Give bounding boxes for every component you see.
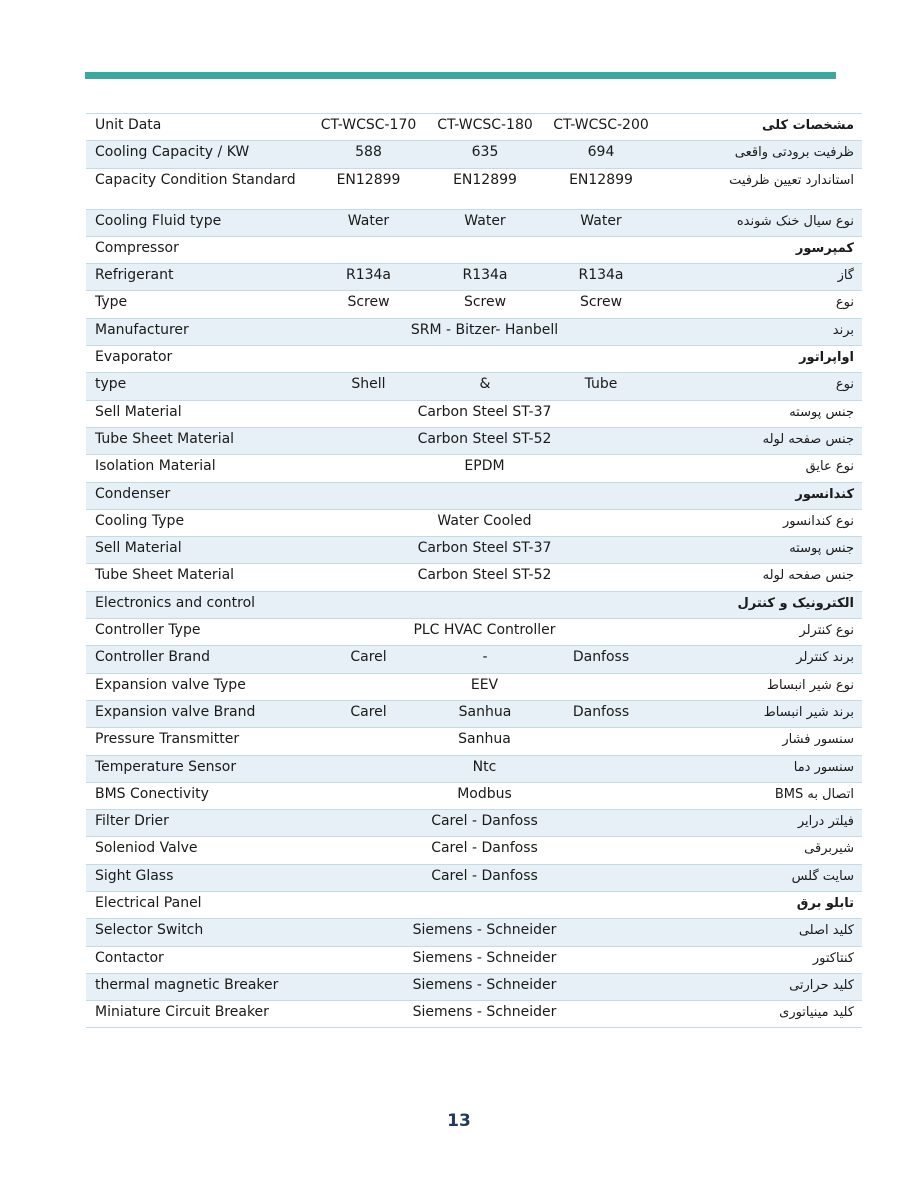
persian-label: گاز — [837, 268, 854, 284]
english-label: Temperature Sensor — [95, 758, 237, 775]
english-label: Unit Data — [95, 117, 162, 133]
value-model-3: Danfoss — [572, 649, 630, 666]
persian-label: مشخصات کلی — [762, 118, 854, 133]
persian-label: جنس پوسته — [789, 404, 854, 420]
value-model-3: EN12899 — [569, 171, 633, 188]
value-model-3: Danfoss — [572, 703, 630, 720]
value-model-1: R134a — [345, 267, 392, 284]
value-all-models: Siemens - Schneider — [412, 922, 557, 939]
table-row — [86, 645, 862, 672]
persian-label: سنسور فشار — [782, 732, 854, 748]
persian-label: نوع کنترلر — [799, 623, 854, 639]
value-all-models: Sanhua — [458, 731, 511, 748]
persian-label: شیربرقی — [804, 841, 854, 857]
value-model-2: CT-WCSC-180 — [437, 117, 533, 133]
english-label: Condenser — [95, 485, 171, 502]
page-number: 13 — [447, 1111, 471, 1131]
english-label: Contactor — [95, 949, 164, 966]
value-model-3: Tube — [584, 376, 618, 393]
persian-label: نوع عایق — [805, 459, 854, 475]
persian-label: کلید مینیاتوری — [779, 1005, 854, 1021]
value-all-models: Carbon Steel ST-52 — [417, 430, 552, 447]
table-row — [86, 290, 862, 317]
table-row — [86, 140, 862, 167]
value-all-models: SRM - Bitzer- Hanbell — [410, 321, 559, 338]
value-all-models: EPDM — [464, 458, 505, 475]
table-row — [86, 918, 862, 945]
value-all-models: Carel - Danfoss — [431, 840, 538, 857]
persian-label: سایت گلس — [791, 868, 854, 884]
section-row — [86, 591, 862, 618]
section-row — [86, 345, 862, 372]
value-model-2: Water — [464, 212, 506, 229]
table-row — [86, 700, 862, 727]
value-model-1: EN12899 — [336, 171, 401, 188]
persian-label: برند — [832, 322, 854, 338]
persian-label: برند شیر انبساط — [763, 704, 854, 720]
table-row — [86, 973, 862, 1000]
value-all-models: Siemens - Schneider — [412, 1004, 557, 1021]
section-row — [86, 113, 862, 140]
persian-label: نوع — [835, 377, 854, 393]
table-row — [86, 563, 862, 590]
persian-label: سنسور دما — [793, 759, 854, 775]
table-row — [86, 618, 862, 645]
persian-label: جنس پوسته — [789, 541, 854, 557]
value-model-2: 635 — [471, 144, 499, 161]
value-model-2: EN12899 — [453, 171, 517, 188]
persian-label: کلید اصلی — [798, 923, 854, 939]
english-label: Sell Material — [95, 403, 182, 420]
section-row — [86, 891, 862, 918]
table-row — [86, 509, 862, 536]
value-model-2: & — [479, 376, 491, 393]
value-all-models: Ntc — [472, 758, 497, 775]
value-model-2: - — [482, 649, 488, 666]
value-model-1: Shell — [351, 376, 386, 393]
persian-label: نوع شیر انبساط — [766, 677, 854, 693]
value-all-models: Modbus — [457, 785, 512, 802]
value-all-models: Water Cooled — [437, 512, 532, 529]
table-row — [86, 1000, 862, 1027]
table-row — [86, 454, 862, 481]
table-row — [86, 168, 862, 209]
english-label: Type — [95, 294, 128, 311]
table-row — [86, 673, 862, 700]
value-all-models: PLC HVAC Controller — [413, 622, 556, 639]
value-model-1: CT-WCSC-170 — [320, 117, 417, 133]
persian-label: فیلتر درایر — [797, 814, 854, 830]
value-model-1: Screw — [347, 294, 390, 311]
section-row — [86, 236, 862, 263]
value-model-3: R134a — [578, 267, 624, 284]
value-model-1: Carel — [350, 649, 387, 666]
persian-label: نوع سیال خنک شونده — [736, 213, 854, 229]
persian-label: الکترونیک و کنترل — [737, 595, 854, 611]
table-row — [86, 755, 862, 782]
english-label: Compressor — [95, 239, 179, 256]
value-model-3: Screw — [579, 294, 623, 311]
table-row — [86, 427, 862, 454]
english-label: Cooling Type — [95, 512, 185, 529]
table-row — [86, 946, 862, 973]
section-row — [86, 482, 862, 509]
spec-table — [86, 113, 862, 1028]
value-model-1: Carel — [350, 703, 387, 720]
value-model-3: CT-WCSC-200 — [553, 117, 649, 133]
persian-label: اتصال به BMS — [774, 786, 854, 802]
table-row — [86, 209, 862, 236]
header-rule — [85, 72, 836, 79]
table-row — [86, 836, 862, 863]
english-label: Sight Glass — [95, 867, 174, 884]
english-label: Miniature Circuit Breaker — [95, 1004, 269, 1021]
english-label: Controller Brand — [95, 649, 211, 666]
english-label: Electronics and control — [95, 594, 256, 611]
english-label: Isolation Material — [95, 458, 216, 475]
english-label: Cooling Capacity / KW — [95, 144, 250, 161]
english-label: Capacity Condition Standard — [95, 171, 296, 188]
english-label: Selector Switch — [95, 922, 204, 939]
table-row — [86, 727, 862, 754]
persian-label: جنس صفحه لوله — [762, 568, 854, 584]
english-label: Pressure Transmitter — [95, 731, 240, 748]
value-model-2: Sanhua — [458, 703, 512, 720]
english-label: thermal magnetic Breaker — [95, 976, 279, 993]
table-row — [86, 782, 862, 809]
english-label: Cooling Fluid type — [95, 212, 222, 229]
value-model-1: Water — [347, 212, 390, 229]
table-row — [86, 372, 862, 399]
persian-label: کنتاکتور — [812, 950, 854, 966]
value-model-3: 694 — [587, 144, 615, 161]
english-label: Manufacturer — [95, 321, 189, 338]
english-label: Tube Sheet Material — [95, 567, 235, 584]
table-row — [86, 400, 862, 427]
value-all-models: Siemens - Schneider — [412, 949, 557, 966]
persian-label: اواپراتور — [799, 350, 854, 366]
persian-label: تابلو برق — [796, 896, 854, 912]
value-model-1: 588 — [355, 144, 382, 161]
value-all-models: Carbon Steel ST-52 — [417, 567, 552, 584]
value-model-2: Screw — [463, 294, 507, 311]
english-label: Soleniod Valve — [95, 840, 198, 857]
value-all-models: Siemens - Schneider — [412, 976, 557, 993]
table-row — [86, 809, 862, 836]
persian-label: ظرفیت برودتی واقعی — [734, 145, 854, 161]
value-model-2: R134a — [462, 267, 508, 284]
english-label: Evaporator — [95, 349, 173, 366]
english-label: Expansion valve Type — [95, 676, 246, 693]
persian-label: نوع — [835, 295, 854, 311]
english-label: Sell Material — [95, 540, 182, 557]
persian-label: کمپرسور — [795, 240, 854, 256]
persian-label: جنس صفحه لوله — [762, 431, 854, 447]
table-row — [86, 263, 862, 290]
persian-label: استاندارد تعیین ظرفیت — [729, 172, 854, 188]
persian-label: کلید حرارتی — [789, 977, 854, 993]
value-all-models: Carbon Steel ST-37 — [417, 540, 552, 557]
value-all-models: Carel - Danfoss — [431, 867, 538, 884]
table-row — [86, 318, 862, 345]
value-all-models: EEV — [470, 676, 499, 693]
english-label: Filter Drier — [95, 813, 169, 830]
english-label: Electrical Panel — [95, 895, 202, 912]
english-label: Expansion valve Brand — [95, 703, 256, 720]
persian-label: کندانسور — [795, 486, 854, 502]
english-label: type — [95, 376, 127, 393]
value-all-models: Carbon Steel ST-37 — [417, 403, 552, 420]
english-label: BMS Conectivity — [95, 785, 209, 802]
persian-label: نوع کندانسور — [783, 513, 854, 529]
table-row — [86, 536, 862, 563]
english-label: Controller Type — [95, 622, 201, 639]
value-model-3: Water — [580, 212, 622, 229]
english-label: Refrigerant — [95, 267, 174, 284]
table-row — [86, 864, 862, 891]
value-all-models: Carel - Danfoss — [431, 813, 538, 830]
english-label: Tube Sheet Material — [95, 430, 235, 447]
persian-label: برند کنترلر — [796, 650, 854, 666]
